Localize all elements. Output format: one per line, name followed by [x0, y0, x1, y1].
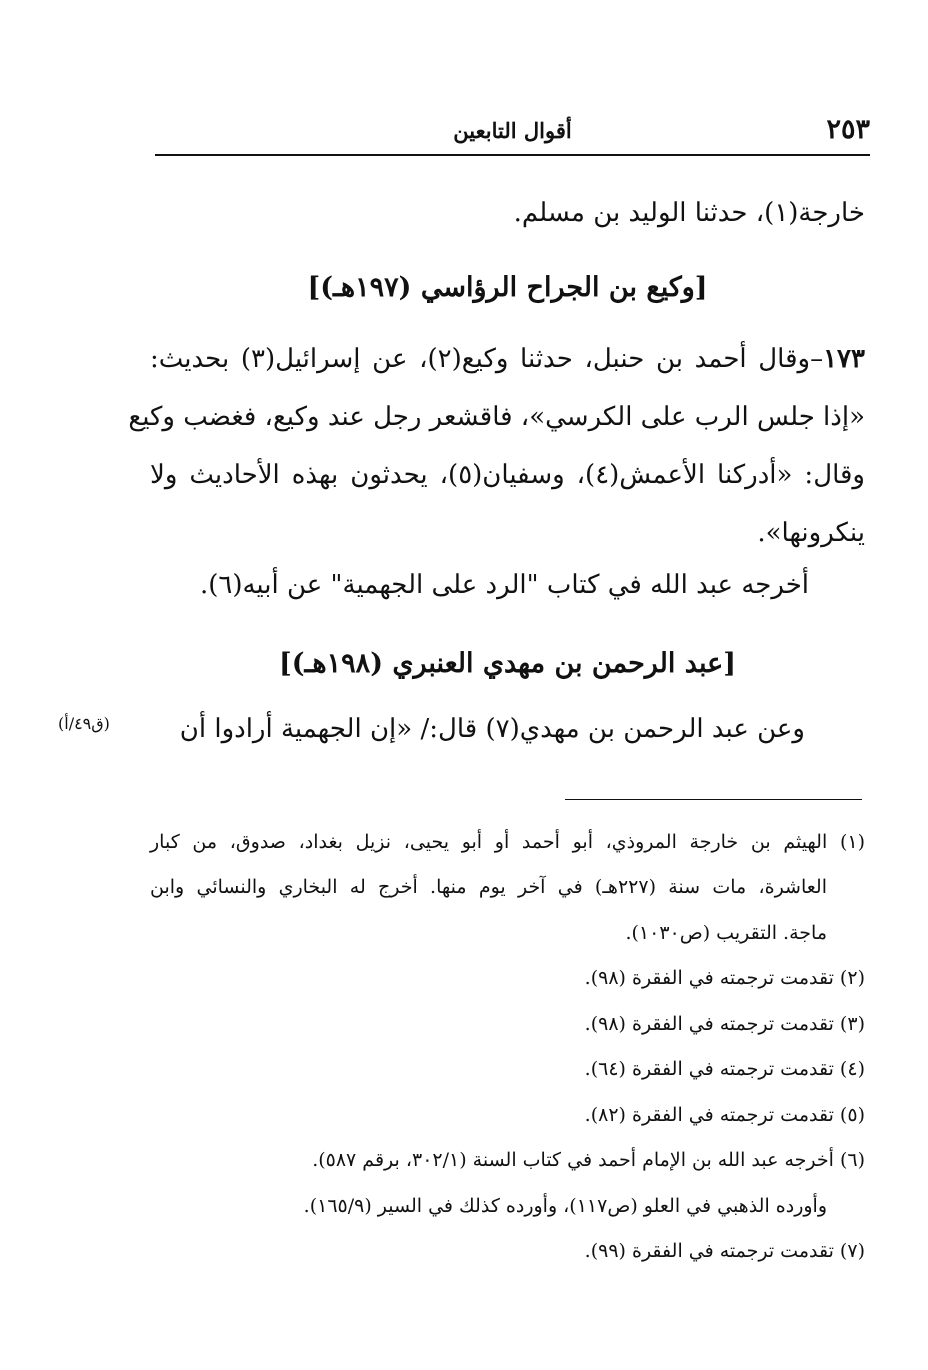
- paragraph-number: ١٧٣: [823, 344, 865, 374]
- footnote-6-line-2: وأورده الذهبي في العلو (ص١١٧)، وأورده كذلك في السير (١٦٥/٩).: [303, 1195, 827, 1217]
- paragraph-ibn-mahdi-line-1: وعن عبد الرحمن بن مهدي(٧) قال:/ «إن الجهمية أرادوا أن: [179, 714, 805, 744]
- running-title: أقوال التابعين: [453, 118, 572, 143]
- section-heading-waki: [وكيع بن الجراح الرؤاسي (١٩٧هـ)]: [307, 272, 708, 303]
- footnote-4: (٤) تقدمت ترجمته في الفقرة (٦٤).: [584, 1058, 865, 1080]
- paragraph-173-text-1: –وقال أحمد بن حنبل، حدثنا وكيع(٢)، عن إسرائيل(٣) بحديث:: [150, 344, 824, 374]
- page-number: ٢٥٣: [826, 114, 870, 145]
- takhrij-line: أخرجه عبد الله في كتاب "الرد على الجهمية" عن أبيه(٦).: [199, 570, 809, 600]
- paragraph-173-line-1: [150, 344, 865, 374]
- manuscript-folio-ref: (ق٤٩/أ): [58, 714, 110, 733]
- footnote-6-line-1: (٦) أخرجه عبد الله بن الإمام أحمد في كتاب السنة (٣٠٢/١، برقم ٥٨٧).: [312, 1149, 865, 1171]
- footnote-5: (٥) تقدمت ترجمته في الفقرة (٨٢).: [584, 1104, 865, 1126]
- footnote-1-line-1: (١) الهيثم بن خارجة المروذي، أبو أحمد أو أبو يحيى، نزيل بغداد، صدوق، من كبار: [150, 831, 865, 853]
- footnote-separator: [565, 799, 862, 800]
- footnote-2: (٢) تقدمت ترجمته في الفقرة (٩٨).: [584, 967, 865, 989]
- section-heading-ibn-mahdi: [عبد الرحمن بن مهدي العنبري (١٩٨هـ)]: [278, 648, 737, 679]
- paragraph-173-line-2: «إذا جلس الرب على الكرسي»، فاقشعر رجل عند وكيع، فغضب وكيع: [128, 402, 865, 432]
- continuation-line: خارجة(١)، حدثنا الوليد بن مسلم.: [513, 198, 865, 228]
- footnote-7: (٧) تقدمت ترجمته في الفقرة (٩٩).: [584, 1240, 865, 1262]
- footnote-1-line-2: العاشرة، مات سنة (٢٢٧هـ) في آخر يوم منها. أخرج له البخاري والنسائي وابن: [150, 876, 827, 898]
- footnote-3: (٣) تقدمت ترجمته في الفقرة (٩٨).: [584, 1013, 865, 1035]
- paragraph-173-line-4: ينكرونها».: [757, 518, 865, 548]
- page-header: [155, 110, 870, 156]
- paragraph-173-line-3: وقال: «أدركنا الأعمش(٤)، وسفيان(٥)، يحدثون بهذه الأحاديث ولا: [150, 460, 865, 490]
- footnote-1-line-3: ماجة. التقريب (ص١٠٣٠).: [625, 922, 827, 944]
